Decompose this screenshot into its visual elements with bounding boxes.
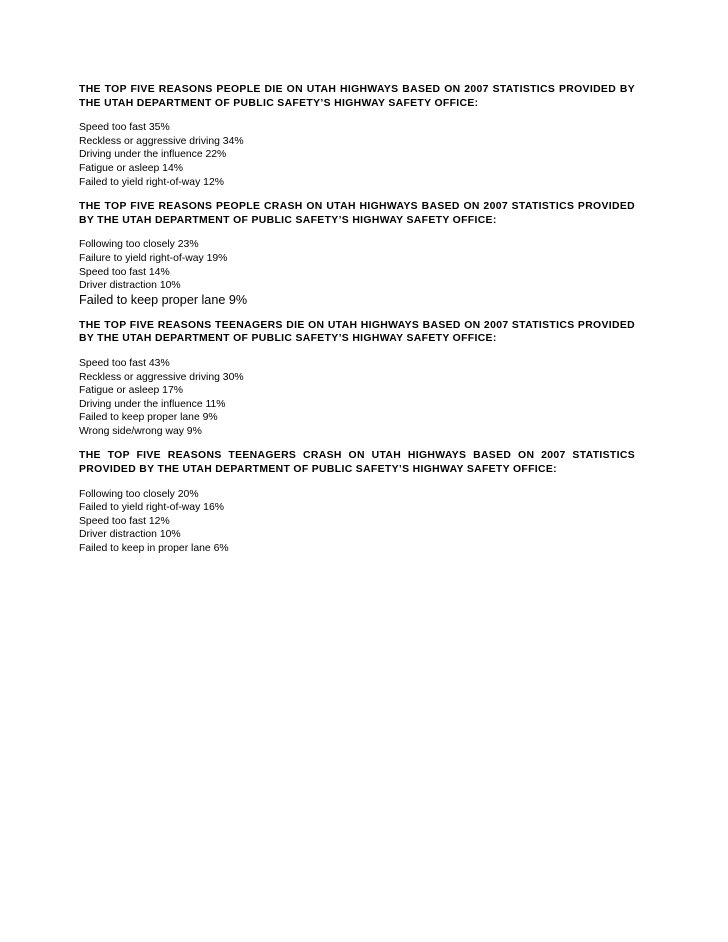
- list-item: Speed too fast 14%: [79, 266, 170, 278]
- list-item: Following too closely 23%: [79, 239, 199, 251]
- list-item: Driver distraction 10%: [79, 529, 181, 541]
- section-heading: THE TOP FIVE REASONS TEENAGERS DIE ON UTAH HIGHWAYS BASED ON 2007 STATISTICS PROVIDED BY THE UTAH DEPARTMENT OF PUBLIC SAFETY’S HIGHWAY SAFETY OFFICE:: [79, 319, 635, 345]
- statistics-list: [79, 121, 635, 189]
- list-item: Driving under the influence 22%: [79, 149, 227, 161]
- list-item: Failed to keep proper lane 9%: [79, 292, 248, 307]
- section-heading: THE TOP FIVE REASONS TEENAGERS CRASH ON UTAH HIGHWAYS BASED ON 2007 STATISTICS PROVIDED BY THE UTAH DEPARTMENT OF PUBLIC SAFETY’S HIGHWAY SAFETY OFFICE:: [79, 450, 635, 476]
- statistics-list: [79, 488, 635, 556]
- list-item: Failure to yield right-of-way 19%: [79, 252, 228, 264]
- section-heading: THE TOP FIVE REASONS PEOPLE CRASH ON UTAH HIGHWAYS BASED ON 2007 STATISTICS PROVIDED BY THE UTAH DEPARTMENT OF PUBLIC SAFETY’S HIGHWAY SAFETY OFFICE:: [79, 201, 635, 226]
- section-teenagers-crash: [79, 449, 635, 555]
- list-item: Reckless or aggressive driving 34%: [79, 135, 244, 147]
- section-teenagers-die: [79, 319, 635, 439]
- section-heading: THE TOP FIVE REASONS PEOPLE DIE ON UTAH HIGHWAYS BASED ON 2007 STATISTICS PROVIDED BY THE UTAH DEPARTMENT OF PUBLIC SAFETY’S HIGHWAY SAFETY OFFICE:: [79, 84, 635, 109]
- statistics-list: [79, 357, 635, 439]
- section-people-crash: [79, 200, 635, 308]
- list-item: Fatigue or asleep 14%: [79, 162, 183, 174]
- section-people-die: [79, 83, 635, 189]
- list-item: Failed to yield right-of-way 16%: [79, 502, 224, 514]
- list-item: Speed too fast 43%: [79, 357, 170, 369]
- statistics-list: [79, 238, 635, 307]
- list-item: Failed to keep proper lane 9%: [79, 412, 218, 424]
- list-item: Failed to yield right-of-way 12%: [79, 176, 224, 188]
- list-item: Driving under the influence 11%: [79, 398, 226, 410]
- document-page: [79, 83, 635, 567]
- list-item: Following too closely 20%: [79, 488, 199, 500]
- list-item: Failed to keep in proper lane 6%: [79, 543, 229, 555]
- list-item: Fatigue or asleep 17%: [79, 385, 183, 397]
- list-item: Driver distraction 10%: [79, 280, 181, 292]
- list-item: Reckless or aggressive driving 30%: [79, 371, 244, 383]
- list-item: Speed too fast 35%: [79, 122, 170, 134]
- list-item: Wrong side/wrong way 9%: [79, 425, 202, 437]
- list-item: Speed too fast 12%: [79, 515, 170, 527]
